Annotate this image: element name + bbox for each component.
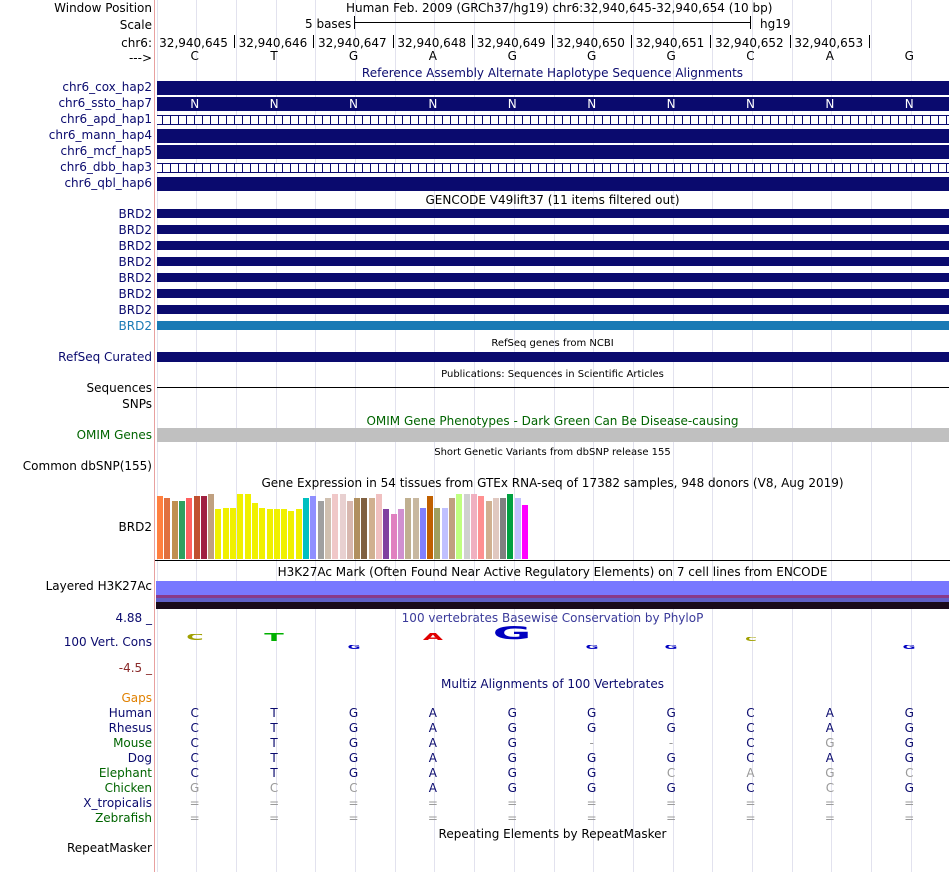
scale-text: 5 bases [305, 17, 352, 31]
gtex-tissue-bar[interactable] [442, 508, 448, 559]
alignment-base: G [507, 706, 517, 720]
gencode-gene-bar[interactable] [157, 241, 949, 250]
alignment-base: = [824, 796, 835, 810]
gtex-tissue-bar[interactable] [493, 498, 499, 559]
phylop-letter: C [744, 637, 757, 643]
gtex-tissue-bar[interactable] [354, 498, 360, 559]
alignment-base: C [269, 781, 279, 795]
alt-haplotype-bar[interactable] [157, 163, 949, 173]
gencode-gene-bar[interactable] [157, 257, 949, 266]
alignment-base: T [270, 766, 278, 780]
alignment-base: A [825, 721, 834, 735]
refseq-label[interactable]: RefSeq Curated [58, 350, 152, 364]
gtex-tissue-bar[interactable] [383, 509, 389, 559]
gtex-tissue-bar[interactable] [259, 508, 265, 559]
gencode-gene-bar[interactable] [157, 273, 949, 282]
gtex-tissue-bar[interactable] [434, 508, 440, 559]
species-label[interactable]: Zebrafish [95, 811, 152, 825]
gtex-tissue-bar[interactable] [347, 501, 353, 559]
snps-label[interactable]: SNPs [122, 397, 152, 411]
gencode-gene-label[interactable]: BRD2 [118, 319, 152, 333]
window-position-text: Human Feb. 2009 (GRCh37/hg19) chr6:32,940,645-32,940,654 (10 bp) [346, 1, 773, 15]
alignment-base: = [269, 811, 280, 825]
alignment-base: A [825, 751, 834, 765]
alignment-base: G [507, 766, 517, 780]
phylop-base-logo[interactable] [171, 634, 219, 643]
gencode-gene-label[interactable]: BRD2 [118, 303, 152, 317]
gtex-tissue-bar[interactable] [456, 494, 462, 559]
gtex-tissue-bar[interactable] [361, 498, 367, 559]
gtex-tissue-bar[interactable] [237, 494, 243, 559]
gtex-tissue-bar[interactable] [478, 496, 484, 559]
gtex-tissue-bar[interactable] [332, 494, 338, 559]
alignment-base: G [348, 751, 359, 765]
reference-base: G [507, 49, 517, 63]
alignment-base: = [507, 796, 518, 810]
alt-haplotype-title[interactable]: Reference Assembly Alternate Haplotype Sequence Alignments [361, 66, 744, 80]
alignment-base: = [269, 796, 280, 810]
omim-bar[interactable] [157, 428, 949, 442]
gencode-gene-bar[interactable] [157, 305, 949, 314]
haplotype-base: N [587, 97, 597, 111]
gtex-tissue-bar[interactable] [288, 511, 294, 559]
alignment-base: C [746, 721, 755, 735]
gtex-tissue-bar[interactable] [245, 494, 251, 559]
refseq-gene-bar[interactable] [157, 352, 949, 362]
alignment-base: G [587, 721, 597, 735]
alignment-base: G [825, 766, 835, 780]
phylop-base-logo[interactable] [409, 633, 457, 643]
gtex-tissue-bar[interactable] [318, 501, 324, 559]
alignment-base: G [507, 781, 517, 795]
ruler-position: 32,940,645 [159, 36, 228, 50]
alt-haplotype-bar[interactable] [157, 177, 949, 191]
alignment-base: = [824, 811, 835, 825]
phylop-min-label: -4.5 _ [118, 661, 152, 675]
alignment-base: G [587, 706, 597, 720]
gtex-tissue-bar[interactable] [296, 509, 302, 559]
gtex-tissue-bar[interactable] [267, 509, 273, 559]
haplotype-base: N [428, 97, 438, 111]
alignment-base: C [190, 736, 199, 750]
gtex-tissue-bar[interactable] [230, 508, 236, 559]
alignment-base: = [904, 811, 915, 825]
alignment-base: C [825, 781, 835, 795]
alt-haplotype-bar[interactable] [157, 97, 949, 111]
alignment-base: A [825, 706, 834, 720]
gtex-tissue-bar[interactable] [215, 509, 221, 559]
haplotype-base: N [904, 97, 914, 111]
species-label[interactable]: Mouse [113, 736, 152, 750]
gtex-tissue-bar[interactable] [398, 509, 404, 559]
reference-base: A [428, 49, 437, 63]
alignment-base: C [666, 766, 676, 780]
alignment-base: = [189, 796, 200, 810]
strand-label: ---> [128, 51, 152, 65]
repeatmasker-label[interactable]: RepeatMasker [66, 841, 152, 855]
publications-label[interactable]: Sequences [86, 381, 152, 395]
h3k27ac-signal[interactable] [156, 581, 949, 609]
species-label[interactable]: Dog [127, 751, 152, 765]
gtex-baseline [155, 560, 950, 561]
alignment-base: = [904, 796, 915, 810]
dbsnp-title: Short Genetic Variants from dbSNP release 155 [434, 447, 671, 458]
alignment-base: = [427, 796, 438, 810]
alignment-base: G [507, 736, 517, 750]
gtex-tissue-bar[interactable] [405, 498, 411, 559]
alignment-base: = [666, 796, 677, 810]
gtex-tissue-bar[interactable] [179, 501, 185, 559]
alt-haplotype-label[interactable]: chr6_mann_hap4 [48, 128, 152, 142]
phylop-letter: G [902, 645, 916, 651]
haplotype-base: N [666, 97, 676, 111]
ruler-tick [869, 35, 870, 48]
alt-haplotype-label[interactable]: chr6_qbl_hap6 [64, 176, 152, 190]
alignment-base: = [348, 796, 359, 810]
haplotype-base: N [349, 97, 358, 111]
alignment-base: = [666, 811, 677, 825]
gtex-tissue-bar[interactable] [449, 498, 455, 559]
alignment-base: = [507, 811, 518, 825]
gencode-gene-bar[interactable] [157, 225, 949, 234]
gtex-tissue-bar[interactable] [208, 494, 214, 559]
phylop-letter: C [186, 634, 204, 643]
h3k27ac-label[interactable]: Layered H3K27Ac [45, 579, 152, 593]
species-label[interactable]: Chicken [104, 781, 152, 795]
gtex-tissue-bar[interactable] [223, 508, 229, 559]
phylop-label[interactable]: 100 Vert. Cons [63, 635, 152, 649]
phylop-base-logo[interactable] [647, 645, 695, 651]
gtex-tissue-bar[interactable] [310, 496, 316, 559]
scale-bar-right-tick [750, 16, 751, 29]
alt-haplotype-label[interactable]: chr6_cox_hap2 [62, 80, 152, 94]
gtex-tissue-bar[interactable] [486, 501, 492, 559]
ruler-position: 32,940,646 [238, 36, 308, 50]
gtex-label[interactable]: BRD2 [118, 520, 152, 534]
alt-haplotype-bar[interactable] [157, 129, 949, 143]
alignment-base: G [507, 721, 517, 735]
scale-bar [354, 22, 751, 23]
gtex-tissue-bar[interactable] [186, 498, 192, 559]
refseq-title: RefSeq genes from NCBI [491, 338, 614, 349]
alignment-base: - [589, 736, 594, 750]
alignment-base: C [746, 706, 755, 720]
reference-base: C [746, 49, 755, 63]
alignment-base: G [587, 751, 597, 765]
ruler-position: 32,940,653 [794, 36, 864, 50]
ruler-position: 32,940,652 [714, 36, 784, 50]
reference-base: G [587, 49, 597, 63]
alt-haplotype-bar[interactable] [157, 115, 949, 125]
alignment-base: T [270, 721, 278, 735]
alignment-base: T [270, 736, 278, 750]
gtex-tissue-bar[interactable] [194, 496, 200, 559]
phylop-letter: G [347, 645, 360, 651]
gtex-tissue-bar[interactable] [522, 505, 528, 559]
label-divider [154, 0, 155, 872]
alignment-base: - [668, 736, 674, 750]
alignment-base: = [745, 811, 756, 825]
gtex-tissue-bar[interactable] [252, 503, 258, 559]
reference-base: T [270, 49, 278, 63]
ruler-position: 32,940,647 [317, 36, 387, 50]
haplotype-base: N [190, 97, 200, 111]
ruler-position: 32,940,650 [556, 36, 625, 50]
gencode-gene-label[interactable]: BRD2 [118, 271, 152, 285]
gtex-tissue-bar[interactable] [172, 501, 178, 559]
alignment-base: C [349, 781, 358, 795]
alignment-base: G [904, 736, 914, 750]
gtex-tissue-bar[interactable] [325, 498, 331, 559]
gtex-tissue-bar[interactable] [201, 496, 207, 559]
phylop-base-logo[interactable] [568, 645, 616, 651]
alignment-base: = [427, 811, 438, 825]
alignment-base: G [348, 766, 359, 780]
phylop-letter: G [664, 645, 678, 651]
omim-label[interactable]: OMIM Genes [76, 428, 152, 442]
alignment-base: = [745, 796, 756, 810]
gtex-tissue-bar[interactable] [471, 494, 477, 559]
haplotype-base: N [269, 97, 279, 111]
gtex-tissue-bar[interactable] [157, 496, 163, 559]
gtex-bar-chart[interactable] [155, 491, 555, 559]
alt-haplotype-label[interactable]: chr6_ssto_hap7 [58, 96, 152, 110]
alignment-base: G [904, 751, 914, 765]
alignment-base: G [348, 721, 359, 735]
alignment-base: = [586, 811, 597, 825]
alignment-base: G [190, 781, 200, 795]
phylop-title[interactable]: 100 vertebrates Basewise Conservation by PhyloP [401, 611, 704, 625]
alignment-base: = [348, 811, 359, 825]
alignment-base: A [428, 766, 437, 780]
window-position-label: Window Position [54, 1, 152, 15]
gtex-title[interactable]: Gene Expression in 54 tissues from GTEx RNA-seq of 17382 samples, 948 donors (V8, Aug 2019) [261, 476, 844, 490]
species-label[interactable]: X_tropicalis [83, 796, 152, 810]
gencode-gene-label[interactable]: BRD2 [118, 239, 152, 253]
ruler-position: 32,940,651 [635, 36, 705, 50]
haplotype-base: N [825, 97, 835, 111]
alignment-base: C [746, 751, 755, 765]
phylop-max-label: 4.88 _ [115, 611, 152, 625]
gencode-gene-bar[interactable] [157, 209, 949, 218]
gtex-tissue-bar[interactable] [369, 498, 375, 559]
alignment-base: A [428, 721, 437, 735]
alignment-base: C [190, 706, 199, 720]
haplotype-base: N [746, 97, 755, 111]
omim-title[interactable]: OMIM Gene Phenotypes - Dark Green Can Be Disease-causing [366, 414, 739, 428]
alignment-base: G [507, 751, 517, 765]
gtex-tissue-bar[interactable] [413, 498, 419, 559]
alignment-base: G [904, 706, 914, 720]
gtex-tissue-bar[interactable] [340, 494, 346, 559]
alignment-base: C [190, 751, 199, 765]
gtex-tissue-bar[interactable] [515, 498, 521, 559]
phylop-base-logo[interactable] [885, 645, 933, 651]
publications-line[interactable] [157, 387, 949, 388]
repeatmasker-title[interactable]: Repeating Elements by RepeatMasker [438, 827, 667, 841]
reference-base: G [666, 49, 676, 63]
gencode-gene-label[interactable]: BRD2 [118, 255, 152, 269]
alt-haplotype-label[interactable]: chr6_dbb_hap3 [60, 160, 152, 174]
reference-base: G [904, 49, 914, 63]
gencode-gene-bar[interactable] [157, 289, 949, 298]
phylop-base-logo[interactable] [250, 632, 298, 643]
alignment-base: G [348, 736, 359, 750]
alignment-base: A [428, 781, 437, 795]
haplotype-base: N [507, 97, 517, 111]
alignment-base: C [746, 781, 755, 795]
chr-label: chr6: [121, 36, 152, 50]
species-label[interactable]: Elephant [98, 766, 152, 780]
ruler-position: 32,940,648 [397, 36, 467, 50]
gtex-tissue-bar[interactable] [281, 509, 287, 559]
gtex-tissue-bar[interactable] [420, 508, 426, 559]
alignment-base: G [825, 736, 835, 750]
alignment-base: C [190, 766, 199, 780]
alignment-base: = [586, 796, 597, 810]
reference-base: A [825, 49, 834, 63]
alignment-base: A [428, 706, 437, 720]
alignment-base: C [190, 721, 199, 735]
alignment-base: T [270, 706, 278, 720]
species-label[interactable]: Human [108, 706, 152, 720]
publications-title: Publications: Sequences in Scientific Articles [441, 369, 664, 380]
gencode-gene-label[interactable]: BRD2 [118, 287, 152, 301]
alignment-base: G [666, 781, 676, 795]
alignment-base: G [587, 766, 597, 780]
gtex-tissue-bar[interactable] [274, 509, 280, 559]
gtex-tissue-bar[interactable] [303, 498, 309, 559]
alignment-base: G [666, 751, 676, 765]
assembly-name: hg19 [760, 17, 791, 31]
alignment-base: G [904, 721, 914, 735]
gaps-label: Gaps [121, 691, 152, 705]
gencode-gene-label[interactable]: BRD2 [118, 223, 152, 237]
gtex-tissue-bar[interactable] [164, 498, 170, 559]
scale-label: Scale [119, 18, 152, 32]
alignment-base: G [904, 781, 914, 795]
gtex-tissue-bar[interactable] [500, 498, 506, 559]
reference-base: C [190, 49, 199, 63]
alignment-base: A [746, 766, 755, 780]
alt-haplotype-bar[interactable] [157, 81, 949, 95]
alignment-base: C [746, 736, 755, 750]
alignment-base: A [428, 751, 437, 765]
alt-haplotype-bar[interactable] [157, 145, 949, 159]
h3k27ac-title[interactable]: H3K27Ac Mark (Often Found Near Active Regulatory Elements) on 7 cell lines from ENCODE [277, 565, 828, 579]
gtex-tissue-bar[interactable] [464, 494, 470, 559]
phylop-letter: A [422, 633, 443, 643]
gtex-tissue-bar[interactable] [427, 496, 433, 559]
phylop-base-logo[interactable] [330, 645, 378, 651]
alignment-base: A [428, 736, 437, 750]
alignment-base: G [666, 721, 676, 735]
gencode-title[interactable]: GENCODE V49lift37 (11 items filtered out) [425, 193, 680, 207]
alignment-base: G [348, 706, 359, 720]
dbsnp-label[interactable]: Common dbSNP(155) [22, 459, 152, 473]
alignment-base: = [189, 811, 200, 825]
gtex-tissue-bar[interactable] [391, 514, 397, 559]
gencode-gene-bar[interactable] [157, 321, 949, 330]
gtex-tissue-bar[interactable] [376, 494, 382, 559]
ruler-position: 32,940,649 [476, 36, 546, 50]
alt-haplotype-label[interactable]: chr6_mcf_hap5 [60, 144, 152, 158]
scale-bar-left-tick [354, 16, 355, 29]
phylop-base-logo[interactable] [727, 637, 775, 643]
phylop-letter: G [585, 645, 599, 651]
alt-haplotype-label[interactable]: chr6_apd_hap1 [60, 112, 152, 126]
alignment-base: T [270, 751, 278, 765]
reference-base: G [348, 49, 359, 63]
phylop-base-logo[interactable] [488, 625, 536, 643]
gtex-tissue-bar[interactable] [507, 494, 513, 559]
phylop-letter: T [264, 632, 284, 643]
alignment-base: C [905, 766, 914, 780]
multiz-title[interactable]: Multiz Alignments of 100 Vertebrates [440, 677, 665, 691]
alignment-base: G [666, 706, 676, 720]
species-label[interactable]: Rhesus [108, 721, 152, 735]
phylop-letter: G [493, 625, 532, 643]
gencode-gene-label[interactable]: BRD2 [118, 207, 152, 221]
alignment-base: G [587, 781, 597, 795]
